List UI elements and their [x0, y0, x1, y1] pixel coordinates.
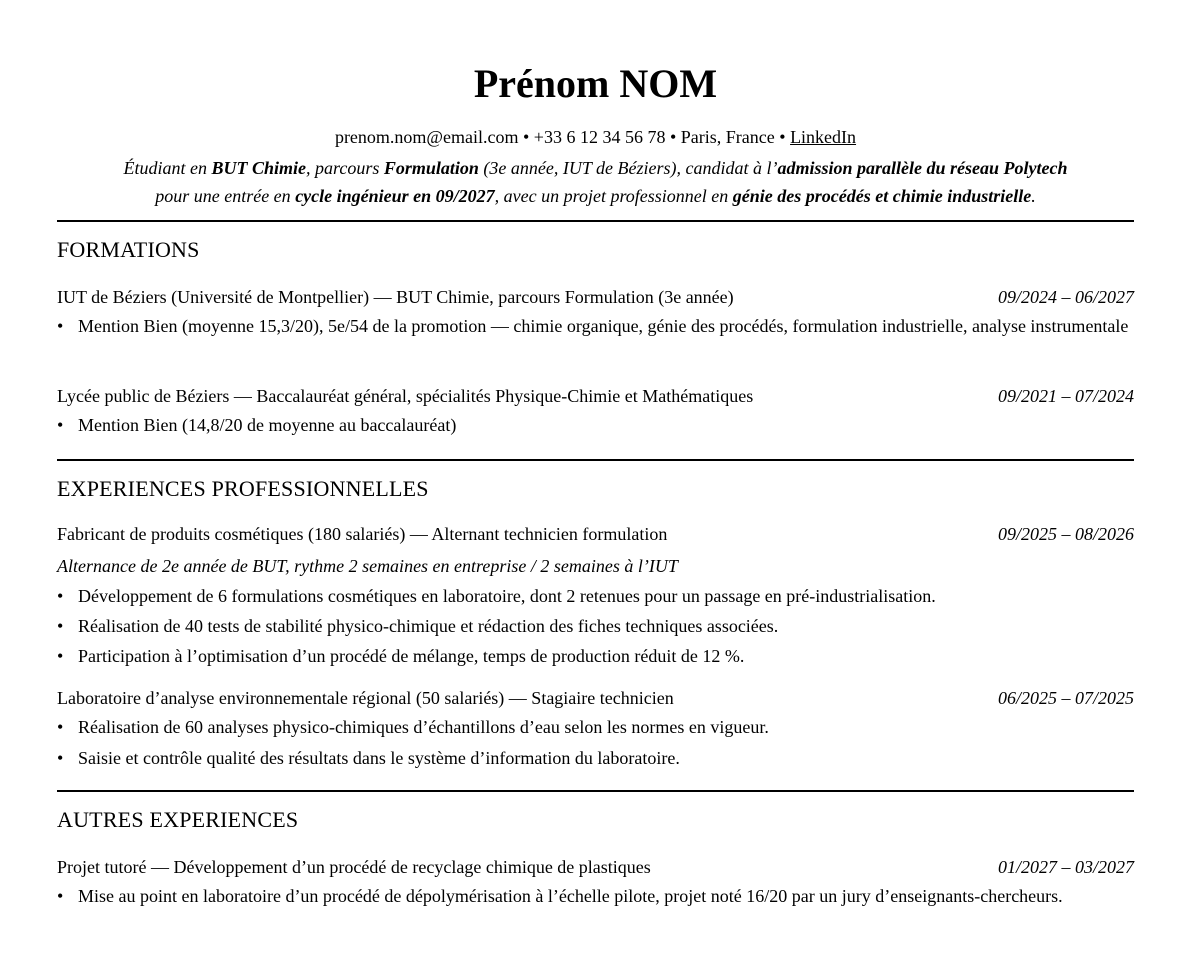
bullet-dot: •	[57, 415, 64, 435]
entry-date: 09/2025 – 08/2026	[997, 524, 1134, 544]
profile-summary	[57, 154, 1134, 210]
bullet-item	[57, 612, 1134, 641]
section-divider	[57, 459, 1134, 461]
bullet-dot: •	[57, 646, 64, 666]
contact-email: prenom.nom@email.com	[334, 127, 519, 147]
bullet-dot: •	[57, 748, 64, 768]
bullet-text: Développement de 6 formulations cosmétiques en laboratoire, dont 2 retenues pour un passage en pré-industrialisation.	[78, 586, 936, 606]
summary-highlight: BUT Chimie	[211, 158, 306, 178]
bullet-item	[57, 411, 1134, 440]
bullet-dot: •	[57, 616, 64, 636]
bullet-item	[57, 713, 1134, 742]
bullet-item	[57, 642, 1134, 671]
bullet-text: Saisie et contrôle qualité des résultats dans le système d’information du laboratoire.	[78, 748, 680, 768]
candidate-name: Prénom NOM	[473, 61, 718, 106]
entry-header	[57, 384, 1134, 408]
entry-date: 06/2025 – 07/2025	[997, 688, 1134, 708]
bullet-dot: •	[57, 886, 64, 906]
summary-text: pour une entrée en	[155, 186, 296, 206]
summary-highlight: admission parallèle du réseau Polytech	[777, 158, 1068, 178]
bullet-text: Réalisation de 40 tests de stabilité physico-chimique et rédaction des fiches techniques associées.	[78, 616, 779, 636]
bullet-dot: •	[57, 717, 64, 737]
bullet-text: Réalisation de 60 analyses physico-chimiques d’échantillons d’eau selon les normes en vigueur.	[78, 717, 769, 737]
contact-separator: •	[774, 127, 791, 147]
bullet-item	[57, 582, 1134, 611]
entry-header	[57, 522, 1134, 546]
entry-title: Fabricant de produits cosmétiques (180 salariés) — Alternant technicien formulation	[57, 524, 668, 544]
contact-separator: •	[518, 127, 534, 147]
bullet-item	[57, 882, 1134, 911]
summary-text: (3e année, IUT de Béziers), candidat à l’	[478, 158, 778, 178]
entry-subtitle: Alternance de 2e année de BUT, rythme 2 semaines en entreprise / 2 semaines à l’IUT	[57, 556, 678, 576]
bullet-text: Mention Bien (14,8/20 de moyenne au baccalauréat)	[78, 415, 457, 435]
summary-highlight: Formulation	[383, 158, 479, 178]
bullet-text: Mise au point en laboratoire d’un procédé de dépolymérisation à l’échelle pilote, projet noté 16/20 par un jury d’enseignants-chercheurs.	[78, 886, 1063, 906]
entry-header	[57, 285, 1134, 309]
summary-highlight: cycle ingénieur en 09/2027	[295, 186, 495, 206]
summary-text: .	[1031, 186, 1036, 206]
entry-title: IUT de Béziers (Université de Montpellier) — BUT Chimie, parcours Formulation (3e année)	[57, 287, 734, 307]
entry-header	[57, 686, 1134, 710]
contact-phone: +33 6 12 34 56 78	[533, 127, 666, 147]
entry-date: 09/2024 – 06/2027	[997, 287, 1134, 307]
entry-title: Laboratoire d’analyse environnementale régional (50 salariés) — Stagiaire technicien	[57, 688, 674, 708]
contact-separator: •	[665, 127, 681, 147]
summary-text: , avec un projet professionnel en	[494, 186, 733, 206]
section-divider	[57, 790, 1134, 792]
summary-text: , parcours	[306, 158, 384, 178]
section-title-formations: FORMATIONS	[57, 237, 200, 262]
bullet-item	[57, 312, 1134, 341]
bullet-item	[57, 744, 1134, 773]
linkedin-link[interactable]: LinkedIn	[790, 127, 857, 147]
entry-title: Projet tutoré — Développement d’un procédé de recyclage chimique de plastiques	[57, 857, 651, 877]
entry-date: 01/2027 – 03/2027	[997, 857, 1134, 877]
section-title-autres-experiences: AUTRES EXPERIENCES	[57, 807, 299, 832]
entry-date: 09/2021 – 07/2024	[997, 386, 1134, 406]
summary-text: Étudiant en	[123, 158, 212, 178]
bullet-dot: •	[57, 586, 64, 606]
contact-location: Paris, France	[680, 127, 775, 147]
bullet-dot: •	[57, 316, 64, 336]
section-title-experiences-pro: EXPERIENCES PROFESSIONNELLES	[57, 476, 429, 501]
bullet-text: Participation à l’optimisation d’un procédé de mélange, temps de production réduit de 12 %.	[78, 646, 745, 666]
section-divider	[57, 220, 1134, 222]
bullet-text: Mention Bien (moyenne 15,3/20), 5e/54 de la promotion — chimie organique, génie des procédés, formulation industrielle, analyse instrumentale	[78, 316, 1129, 336]
entry-header	[57, 855, 1134, 879]
contact-line	[57, 125, 1134, 149]
summary-highlight: génie des procédés et chimie industrielle	[732, 186, 1032, 206]
entry-title: Lycée public de Béziers — Baccalauréat général, spécialités Physique-Chimie et Mathématiques	[57, 386, 754, 406]
